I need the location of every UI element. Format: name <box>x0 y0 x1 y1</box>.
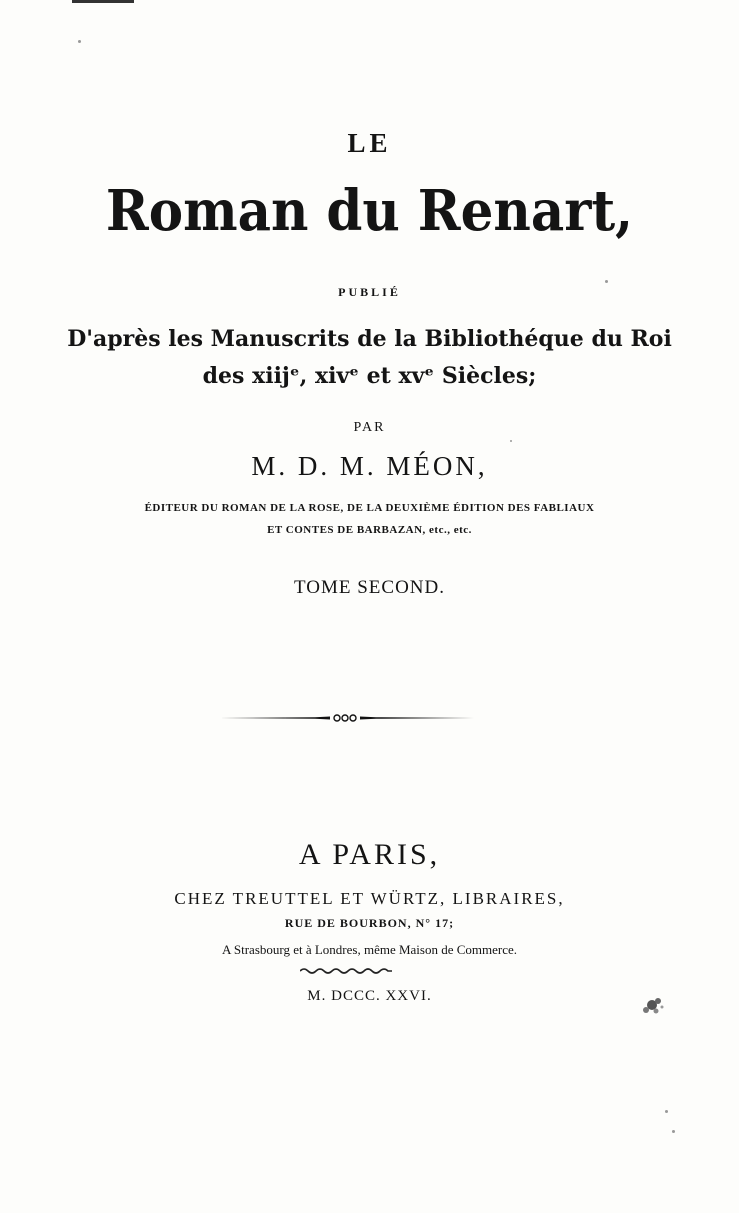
imprint-city: A PARIS, <box>298 838 441 871</box>
ornamental-divider <box>220 712 474 724</box>
speck <box>510 440 512 442</box>
editor-credit-line-1: ÉDITEUR DU ROMAN DE LA ROSE, DE LA DEUXIÈME ÉDITION DES FABLIAUX <box>144 502 595 514</box>
speck <box>78 40 81 43</box>
imprint-year: M. DCCC. XXVI. <box>307 988 432 1004</box>
speck <box>605 280 608 283</box>
top-edge-mark <box>72 0 134 3</box>
title-article: LE <box>347 128 392 158</box>
editor-credit-line-2: ET CONTES DE BARBAZAN, etc., etc. <box>267 524 472 536</box>
volume-label: TOME SECOND. <box>294 577 445 598</box>
speck <box>665 1110 668 1113</box>
imprint-branches: A Strasbourg et à Londres, même Maison de Commerce. <box>221 942 518 957</box>
speck <box>672 1130 675 1133</box>
source-line-1: D'après les Manuscrits de la Bibliothéque du Roi <box>67 326 672 352</box>
author-name: M. D. M. MÉON, <box>251 451 488 481</box>
wavy-rule <box>300 966 392 976</box>
by-label: PAR <box>353 420 386 435</box>
source-line-2: des xiijᵉ, xivᵉ et xvᵉ Siècles; <box>202 363 537 389</box>
ink-blot <box>638 993 668 1021</box>
published-label: PUBLIÉ <box>338 285 401 299</box>
imprint-address: RUE DE BOURBON, N° 17; <box>284 916 455 930</box>
imprint-publisher: CHEZ TREUTTEL ET WÜRTZ, LIBRAIRES, <box>174 889 565 908</box>
book-title: Roman du Renart, <box>105 178 634 244</box>
